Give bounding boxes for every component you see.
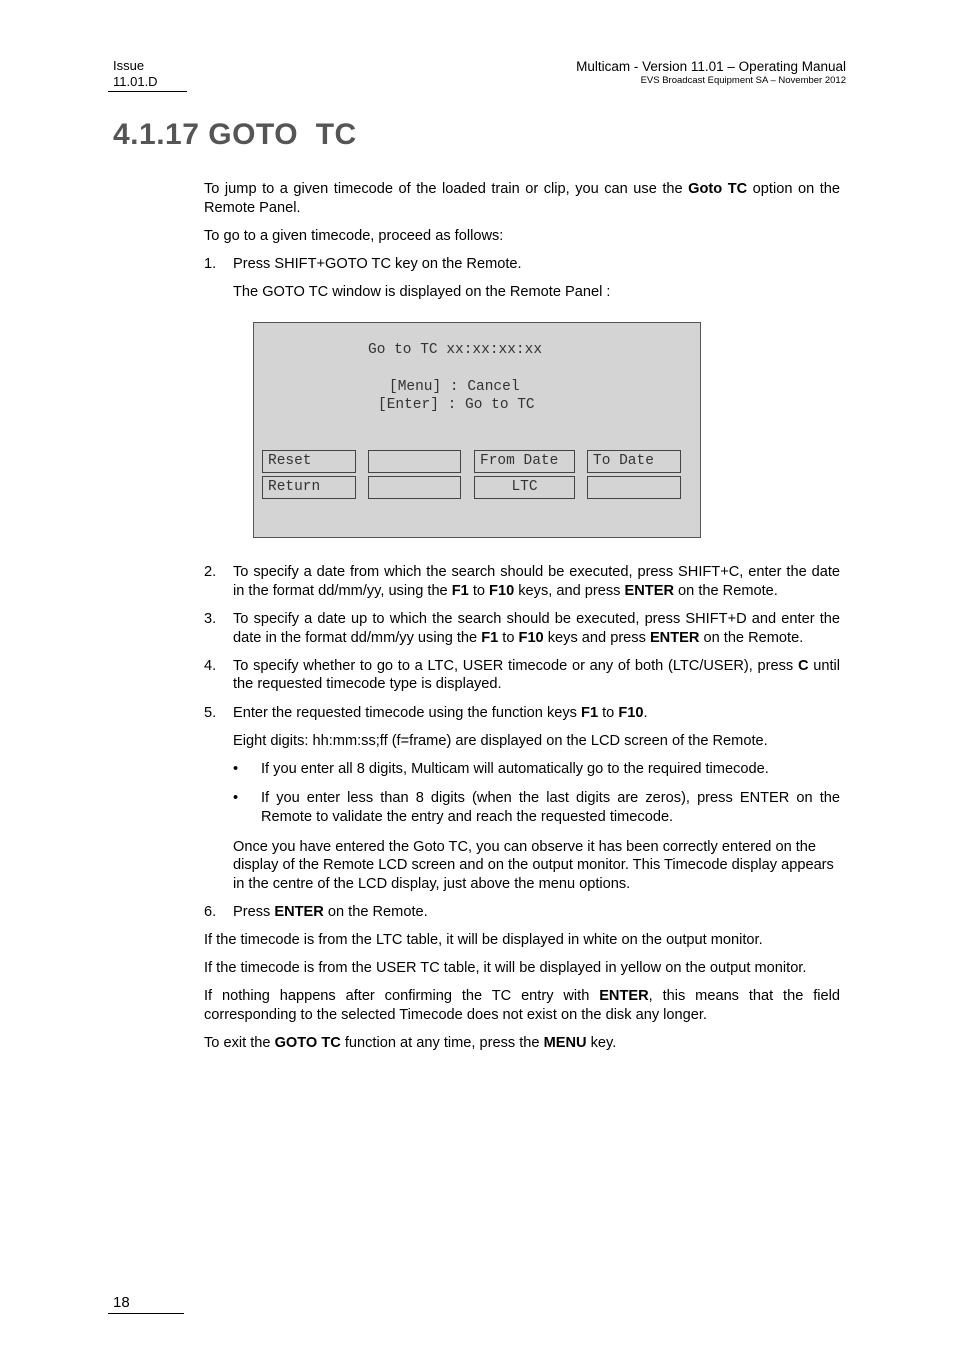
section-number: 4.1.17 (113, 118, 200, 151)
step-4: 4. To specify whether to go to a LTC, USER timecode or any of both (LTC/USER), press C until the requested timecode type is displayed. (204, 657, 841, 693)
bullet-item-2: • If you enter less than 8 digits (when the last digits are zeros), press ENTER on the Remote to validate the entry and reach the requested timecode. (233, 790, 840, 825)
lcd-timecode-line: Go to TC xx:xx:xx:xx (368, 342, 543, 359)
lcd-key-ltc: LTC (474, 476, 575, 499)
lcd-key-reset: Reset (262, 450, 356, 473)
footer-rule (108, 1313, 184, 1314)
step-5-after: Once you have entered the Goto TC, you can observe it has been correctly entered on the display of the Remote LCD screen and on the output monitor. This Timecode display appears in the centre of the LCD display, just above the menu options. (233, 838, 834, 892)
section-title-text: GOTO TC (208, 118, 357, 151)
closing-paragraph-2: If the timecode is from the USER TC table, it will be displayed in yellow on the output monitor. (204, 959, 807, 976)
step-3: 3. To specify a date up to which the search should be executed, press SHIFT+D and enter the date in the format dd/mm/yy using the F1 to F10 keys and press ENTER on the Remote. (204, 611, 840, 646)
header-manual-info (576, 58, 846, 86)
section-title (113, 118, 357, 152)
step-1: 1. Press SHIFT+GOTO TC key on the Remote. (204, 255, 522, 272)
lcd-key-from-date: From Date (474, 450, 575, 473)
bullet-item-1: • If you enter all 8 digits, Multicam will automatically go to the required timecode. (233, 760, 769, 777)
intro-paragraph-2: To go to a given timecode, proceed as follows: (204, 227, 504, 244)
closing-paragraph-4: To exit the GOTO TC function at any time, press the MENU key. (204, 1034, 617, 1051)
manual-title: Multicam - Version 11.01 – Operating Manual (576, 59, 846, 74)
header-rule (108, 91, 187, 92)
step-5: 5. Enter the requested timecode using the function keys F1 to F10. (204, 704, 648, 721)
lcd-key-blank-top (368, 450, 461, 473)
issue-label: Issue (113, 58, 145, 73)
header-issue (113, 58, 158, 90)
lcd-key-blank-right (587, 476, 681, 499)
step-1-note: The GOTO TC window is displayed on the Remote Panel : (233, 283, 611, 300)
step-5-note: Eight digits: hh:mm:ss;ff (f=frame) are displayed on the LCD screen of the Remote. (233, 732, 768, 749)
closing-paragraph-1: If the timecode is from the LTC table, it will be displayed in white on the output monitor. (204, 931, 763, 948)
page-number: 18 (113, 1294, 130, 1311)
goto-tc-lcd-window (253, 322, 701, 538)
intro-paragraph: To jump to a given timecode of the loaded train or clip, you can use the Goto TC option on the Remote Panel. (204, 181, 840, 216)
closing-paragraph-3: If nothing happens after confirming the TC entry with ENTER, this means that the field corresponding to the selected Timecode does not exist on the disk any longer. (204, 988, 840, 1023)
bullet-icon: • (233, 760, 239, 777)
lcd-key-return: Return (262, 476, 356, 499)
lcd-key-to-date: To Date (587, 450, 681, 473)
issue-value: 11.01.D (113, 74, 158, 89)
lcd-menu-line: [Menu] : Cancel (389, 379, 520, 396)
lcd-enter-line: [Enter] : Go to TC (378, 397, 535, 414)
step-2: 2. To specify a date from which the search should be executed, press SHIFT+C, enter the date in the format dd/mm/yy, using the F1 to F10 keys, and press ENTER on the Remote. (204, 564, 840, 600)
bullet-icon: • (233, 790, 239, 807)
main-content (204, 180, 840, 1062)
lcd-key-blank-bottom (368, 476, 461, 499)
publisher: EVS Broadcast Equipment SA – November 2012 (640, 75, 846, 86)
step-6: 6. Press ENTER on the Remote. (204, 903, 428, 920)
